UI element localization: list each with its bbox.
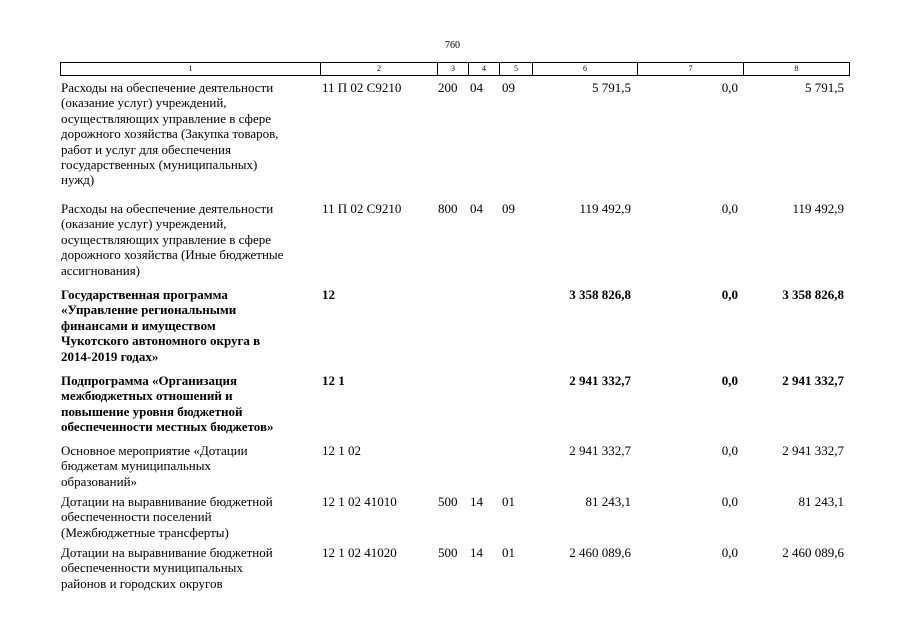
row-name-line: Расходы на обеспечение деятельности bbox=[61, 80, 274, 95]
row-col6: 119 492,9 bbox=[579, 201, 631, 216]
row-name-line: Государственная программа bbox=[61, 287, 228, 302]
row-col8: 3 358 826,8 bbox=[782, 287, 844, 302]
row-name-line: финансами и имуществом bbox=[61, 317, 216, 333]
row-name-line: (оказание услуг) учреждений, bbox=[61, 95, 227, 111]
column-header-4: 4 bbox=[469, 63, 500, 76]
row-name-line: бюджетам муниципальных bbox=[61, 458, 211, 474]
row-col7: 0,0 bbox=[721, 80, 738, 95]
row-col7: 0,0 bbox=[721, 373, 738, 388]
column-header-7: 7 bbox=[638, 63, 744, 76]
row-col8: 2 941 332,7 bbox=[782, 443, 844, 458]
row-col6: 81 243,1 bbox=[585, 494, 631, 509]
row-name-line: Расходы на обеспечение деятельности bbox=[61, 201, 274, 216]
column-header-5: 5 bbox=[500, 63, 533, 76]
row-col6: 3 358 826,8 bbox=[569, 287, 631, 302]
row-col7: 0,0 bbox=[721, 545, 738, 560]
row-code: 12 1 bbox=[322, 373, 345, 388]
row-col4: 14 bbox=[470, 545, 483, 560]
row-name-line: ассигнования) bbox=[61, 262, 141, 278]
row-name-line: межбюджетных отношений и bbox=[61, 388, 233, 404]
row-name bbox=[61, 443, 323, 489]
column-header-1: 1 bbox=[61, 63, 321, 76]
row-col7: 0,0 bbox=[721, 201, 738, 216]
row-code: 12 bbox=[322, 287, 335, 302]
row-name-line: обеспеченности поселений bbox=[61, 509, 212, 525]
row-name bbox=[61, 373, 323, 435]
row-col4: 04 bbox=[470, 80, 483, 95]
row-name-line: Основное мероприятие «Дотации bbox=[61, 443, 248, 458]
row-name-line: дорожного хозяйства (Иные бюджетные bbox=[61, 247, 284, 263]
row-col7: 0,0 bbox=[721, 287, 738, 302]
row-name-line: обеспеченности местных бюджетов» bbox=[61, 419, 274, 435]
row-name-line: (Межбюджетные трансферты) bbox=[61, 524, 229, 540]
row-name bbox=[61, 80, 323, 188]
row-code: 12 1 02 41010 bbox=[322, 494, 397, 509]
row-code: 11 П 02 С9210 bbox=[322, 80, 402, 95]
row-name-line: государственных (муниципальных) bbox=[61, 157, 258, 173]
row-code: 11 П 02 С9210 bbox=[322, 201, 402, 216]
column-header-2: 2 bbox=[321, 63, 438, 76]
row-name-line: «Управление региональными bbox=[61, 302, 237, 318]
row-col5: 09 bbox=[502, 80, 515, 95]
column-header-row bbox=[60, 62, 850, 76]
row-col5: 01 bbox=[502, 545, 515, 560]
row-col4: 04 bbox=[470, 201, 483, 216]
row-name-line: нужд) bbox=[61, 172, 95, 188]
row-col6: 5 791,5 bbox=[592, 80, 631, 95]
row-col8: 119 492,9 bbox=[792, 201, 844, 216]
row-col8: 2 460 089,6 bbox=[782, 545, 844, 560]
row-name-line: (оказание услуг) учреждений, bbox=[61, 216, 227, 232]
row-name-line: 2014-2019 годах» bbox=[61, 348, 159, 364]
row-col5: 09 bbox=[502, 201, 515, 216]
row-name-line: Дотации на выравнивание бюджетной bbox=[61, 494, 273, 509]
row-col3: 500 bbox=[438, 545, 458, 560]
row-name bbox=[61, 201, 323, 278]
row-col3: 200 bbox=[438, 80, 458, 95]
row-col3: 800 bbox=[438, 201, 458, 216]
row-name-line: осуществляющих управление в сфере bbox=[61, 110, 272, 126]
row-code: 12 1 02 bbox=[322, 443, 361, 458]
row-name-line: осуществляющих управление в сфере bbox=[61, 231, 272, 247]
column-header-6: 6 bbox=[533, 63, 638, 76]
row-col7: 0,0 bbox=[721, 443, 738, 458]
row-name-line: районов и городских округов bbox=[61, 575, 223, 591]
row-name-line: обеспеченности муниципальных bbox=[61, 560, 243, 576]
row-col8: 81 243,1 bbox=[798, 494, 844, 509]
page-number: 760 bbox=[445, 40, 460, 51]
row-col6: 2 460 089,6 bbox=[569, 545, 631, 560]
row-col5: 01 bbox=[502, 494, 515, 509]
row-name-line: Подпрограмма «Организация bbox=[61, 373, 238, 388]
row-col6: 2 941 332,7 bbox=[569, 443, 631, 458]
row-col4: 14 bbox=[470, 494, 483, 509]
row-name-line: повышение уровня бюджетной bbox=[61, 403, 243, 419]
column-header-3: 3 bbox=[438, 63, 469, 76]
row-name-line: работ и услуг для обеспечения bbox=[61, 141, 231, 157]
row-name bbox=[61, 545, 323, 591]
row-name bbox=[61, 287, 323, 364]
row-col3: 500 bbox=[438, 494, 458, 509]
row-col7: 0,0 bbox=[721, 494, 738, 509]
row-name-line: Чукотского автономного округа в bbox=[61, 333, 261, 349]
row-col8: 5 791,5 bbox=[805, 80, 844, 95]
row-name-line: образований» bbox=[61, 473, 138, 489]
column-header-8: 8 bbox=[744, 63, 850, 76]
row-name-line: Дотации на выравнивание бюджетной bbox=[61, 545, 273, 560]
row-name bbox=[61, 494, 323, 540]
row-code: 12 1 02 41020 bbox=[322, 545, 397, 560]
row-col8: 2 941 332,7 bbox=[782, 373, 844, 388]
row-col6: 2 941 332,7 bbox=[569, 373, 631, 388]
row-name-line: дорожного хозяйства (Закупка товаров, bbox=[61, 126, 279, 142]
